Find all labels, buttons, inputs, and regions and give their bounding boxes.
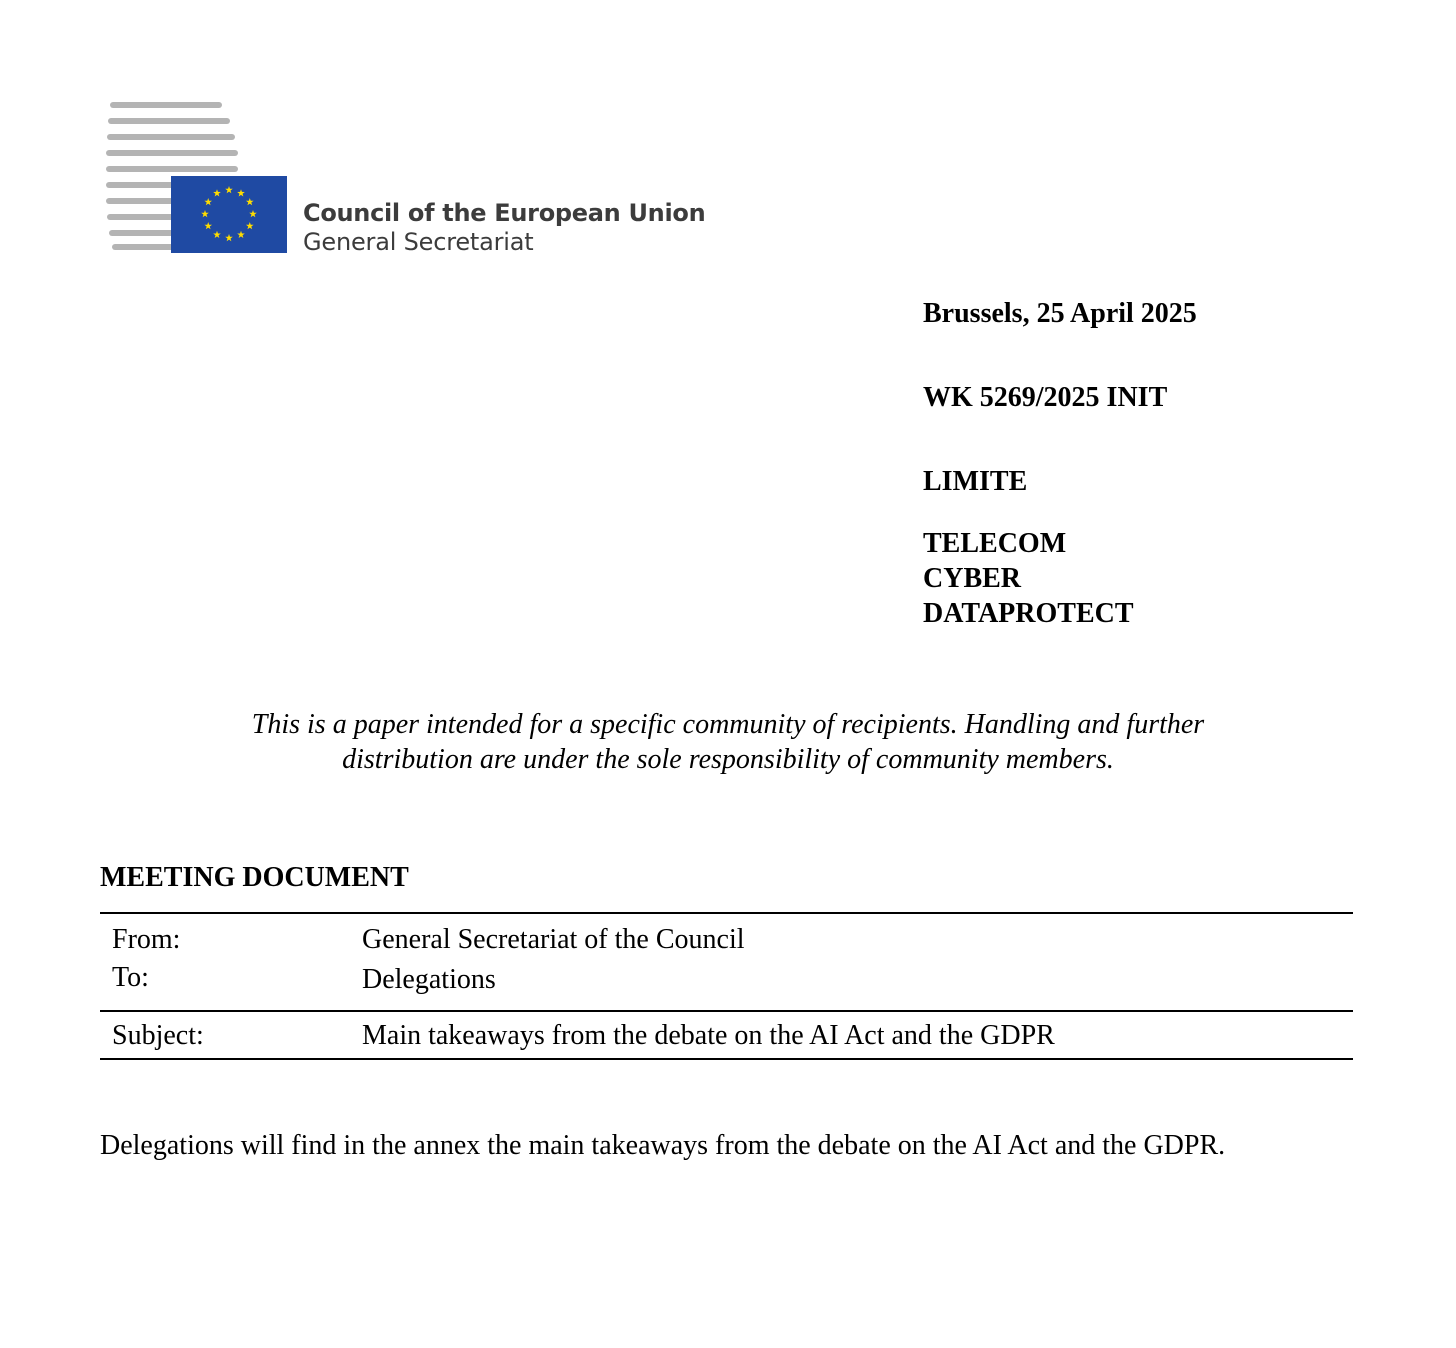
classification-label: LIMITE xyxy=(923,466,1028,497)
subject-tags xyxy=(923,526,1134,631)
divider-middle xyxy=(100,1010,1353,1012)
tag-telecom: TELECOM xyxy=(923,528,1067,559)
place-and-date: Brussels, 25 April 2025 xyxy=(923,298,1197,329)
document-code: WK 5269/2025 INIT xyxy=(923,382,1168,413)
from-label: From: xyxy=(112,924,181,955)
emblem-stripe xyxy=(106,166,238,172)
subject-value: Main takeaways from the debate on the AI Act and the GDPR xyxy=(362,1020,1055,1051)
council-logo xyxy=(104,96,704,256)
emblem-stripe xyxy=(107,134,235,140)
council-emblem-icon xyxy=(104,96,290,256)
department-name: General Secretariat xyxy=(303,228,534,256)
to-value: Delegations xyxy=(362,964,496,995)
emblem-stripe xyxy=(108,118,230,124)
to-label: To: xyxy=(112,962,149,993)
tag-cyber: CYBER xyxy=(923,563,1022,594)
handling-disclaimer: This is a paper intended for a specific community of recipients. Handling and further distribution are under the sole responsibility of community members. xyxy=(251,709,1205,775)
logo-text xyxy=(303,198,705,256)
divider-bottom xyxy=(100,1058,1353,1060)
emblem-stripe xyxy=(110,102,222,108)
organization-name: Council of the European Union xyxy=(303,199,706,227)
emblem-stripe xyxy=(106,150,238,156)
from-value: General Secretariat of the Council xyxy=(362,924,745,955)
document-type-heading: MEETING DOCUMENT xyxy=(100,862,409,893)
subject-label: Subject: xyxy=(112,1020,204,1051)
divider-top xyxy=(100,912,1353,914)
body-paragraph: Delegations will find in the annex the main takeaways from the debate on the AI Act and the GDPR. xyxy=(100,1130,1226,1161)
tag-dataprotect: DATAPROTECT xyxy=(923,598,1134,629)
